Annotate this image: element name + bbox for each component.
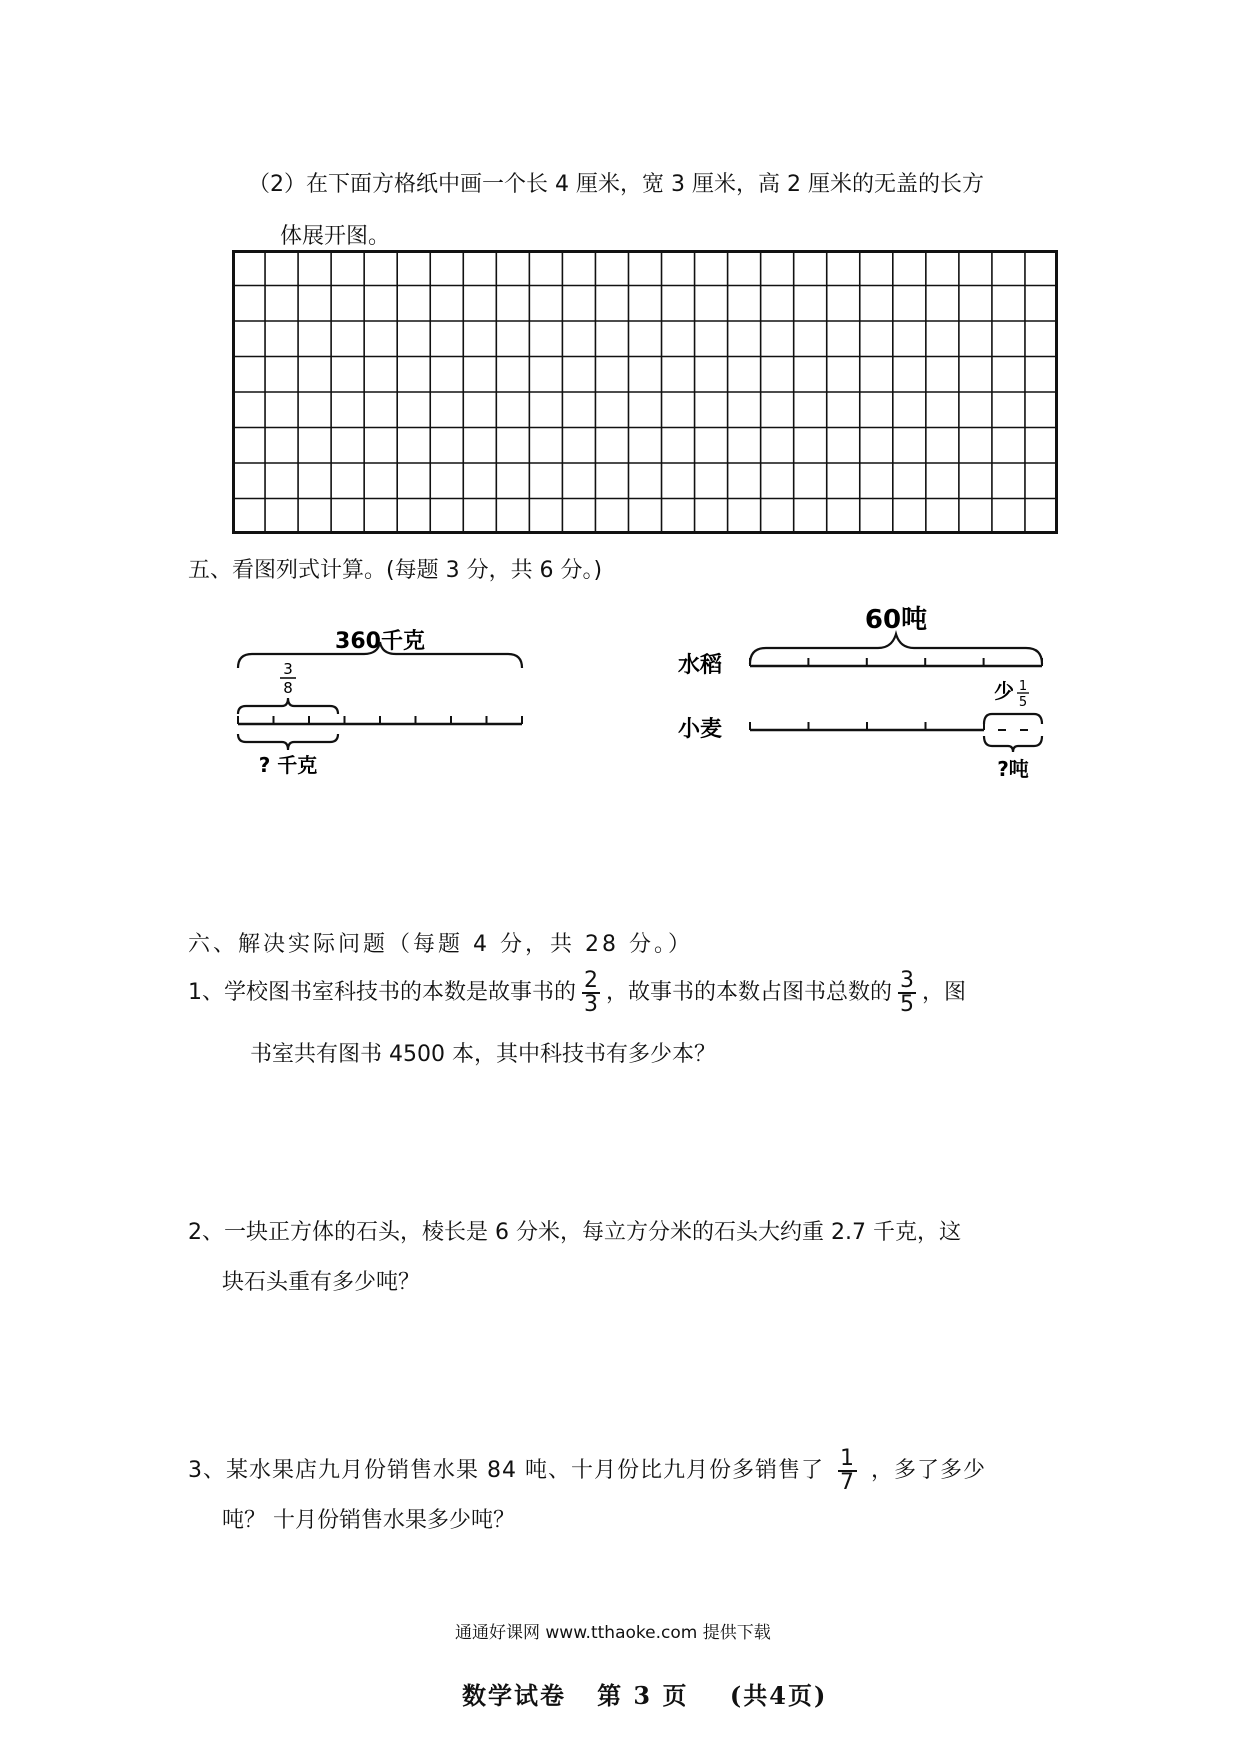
diagram2-frac-num: 1: [1018, 679, 1028, 694]
section6-title: 六、解决实际问题（每题 4 分，共 28 分。）: [188, 932, 693, 957]
diagram-rice-360kg: [230, 610, 530, 780]
diagram2-row1-label: 水稻: [678, 653, 723, 678]
frac2-den: 5: [900, 992, 915, 1017]
frac1-num: 2: [584, 968, 598, 993]
problem3-line2: 吨？ 十月份销售水果多少吨？: [222, 1508, 515, 1533]
problem1-line2: 书室共有图书 4500 本，其中科技书有多少本？: [250, 1042, 716, 1067]
problem1-text-a: 1、学校图书室科技书的本数是故事书的: [188, 980, 576, 1005]
problem1-frac1: [582, 970, 600, 1016]
frac3-den: 7: [839, 1470, 855, 1495]
diagram2-less: 少: [994, 679, 1014, 703]
problem3-text-a: 3、某水果店九月份销售水果 84 吨、十月份比九月份多销售了: [188, 1458, 824, 1483]
footer-page: 数学试卷 第 3 页 (共4页): [462, 1681, 828, 1710]
diagram2-unknown: ?吨: [997, 757, 1029, 781]
problem3-line1: [188, 1448, 986, 1494]
q4-2-line2: 体展开图。: [280, 224, 391, 249]
frac3-num: 1: [839, 1446, 855, 1471]
diagram1-unknown: ? 千克: [258, 753, 318, 777]
problem1-frac2: [898, 970, 916, 1016]
problem1-line1: [188, 970, 966, 1016]
diagram2-frac-den: 5: [1018, 695, 1028, 710]
diagram1-frac-num: 3: [283, 660, 293, 678]
problem2-line1: 2、一块正方体的石头，棱长是 6 分米，每立方分米的石头大约重 2.7 千克，这: [188, 1220, 961, 1245]
section5-title: 五、看图列式计算。(每题 3 分，共 6 分。): [188, 558, 603, 583]
problem3-frac: [838, 1448, 857, 1494]
diagram1-total: 360千克: [335, 629, 425, 654]
problem1-text-b: ，故事书的本数占图书总数的: [606, 980, 893, 1005]
q4-2-line1: （2）在下面方格纸中画一个长 4 厘米，宽 3 厘米，高 2 厘米的无盖的长方: [248, 172, 984, 197]
diagram2-total: 60吨: [864, 605, 928, 635]
grid-paper: [232, 250, 1058, 534]
problem2-line2: 块石头重有多少吨？: [222, 1270, 421, 1295]
frac2-num: 3: [900, 968, 915, 993]
diagram2-row2-label: 小麦: [678, 717, 723, 742]
problem1-text-c: ，图: [922, 980, 967, 1005]
diagram-rice-wheat: [678, 598, 1058, 788]
problem3-text-b: ，多了多少: [870, 1458, 986, 1483]
diagram1-frac-den: 8: [283, 679, 293, 697]
footer-source: 通通好课网 www.tthaoke.com 提供下载: [455, 1623, 771, 1643]
frac1-den: 3: [584, 992, 598, 1017]
